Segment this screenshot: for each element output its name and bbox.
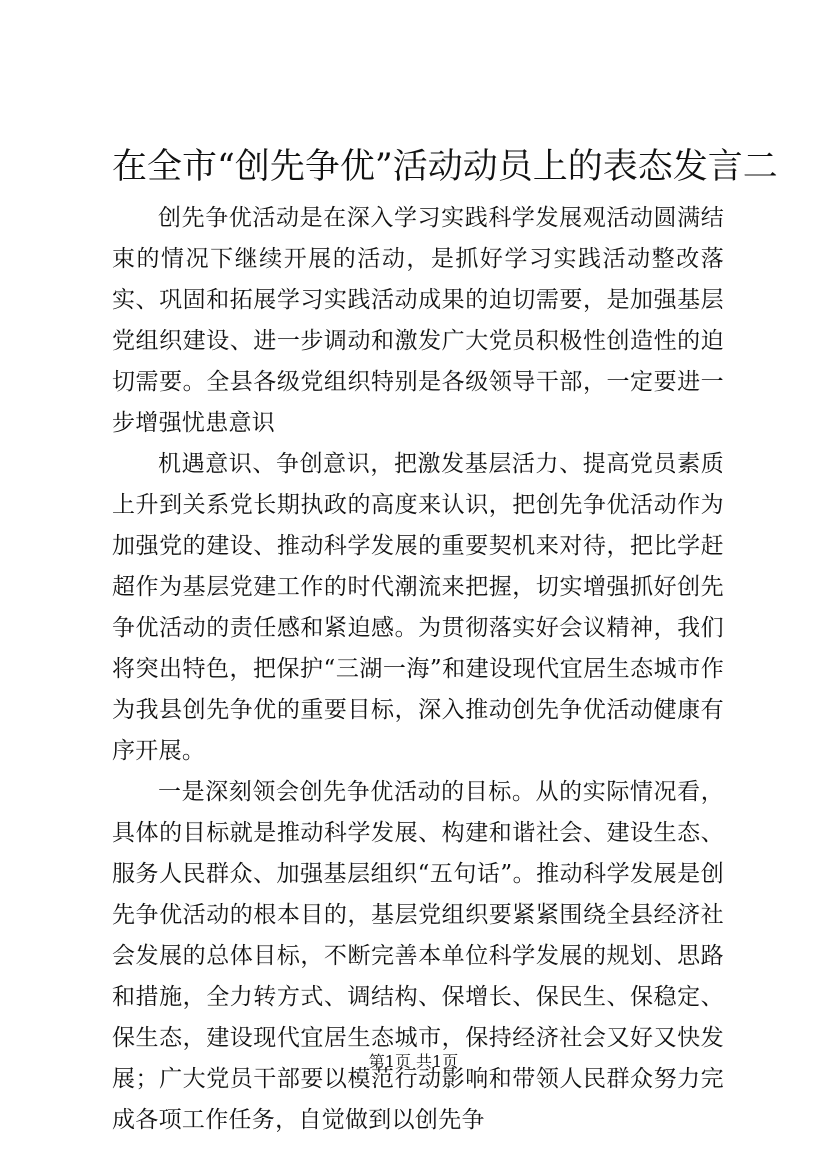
- paragraph-2: 机遇意识、争创意识，把激发基层活力、提高党员素质上升到关系党长期执政的高度来认识，把创先争优活动作为加强党的建设、推动科学发展的重要契机来对待，把比学赶超作为基层党建工作的时代潮流来把握，切实增强抓好创先争优活动的责任感和紧迫感。为贯彻落实好会议精神，我们将突出特色，把保护“三湖一海”和建设现代宜居生态城市作为我县创先争优的重要目标，深入推动创先争优活动健康有序开展。: [112, 451, 724, 764]
- paragraph-1: 创先争优活动是在深入学习实践科学发展观活动圆满结束的情况下继续开展的活动，是抓好学习实践活动整改落实、巩固和拓展学习实践活动成果的迫切需要，是加强基层党组织建设、进一步调动和激发广大党员积极性创造性的迫切需要。全县各级党组织特别是各级领导干部，一定要进一步增强忧患意识: [112, 205, 724, 436]
- document-title: 在全市“创先争优”活动动员上的表态发言二: [112, 147, 778, 187]
- paragraph-3: 一是深刻领会创先争优活动的目标。从的实际情况看，具体的目标就是推动科学发展、构建和谐社会、建设生态、服务人民群众、加强基层组织“五句话”。推动科学发展是创先争优活动的根本目的，基层党组织要紧紧围绕全县经济社会发展的总体目标，不断完善本单位科学发展的规划、思路和措施，全力转方式、调结构、保增长、保民生、保稳定、保生态，建设现代宜居生态城市，保持经济社会又好又快发展；广大党员干部要以模范行动影响和带领人民群众努力完成各项工作任务，自觉做到以创先争: [112, 779, 724, 1133]
- page-footer: 第1页 共1页: [368, 1052, 459, 1071]
- document-body: [112, 198, 724, 1141]
